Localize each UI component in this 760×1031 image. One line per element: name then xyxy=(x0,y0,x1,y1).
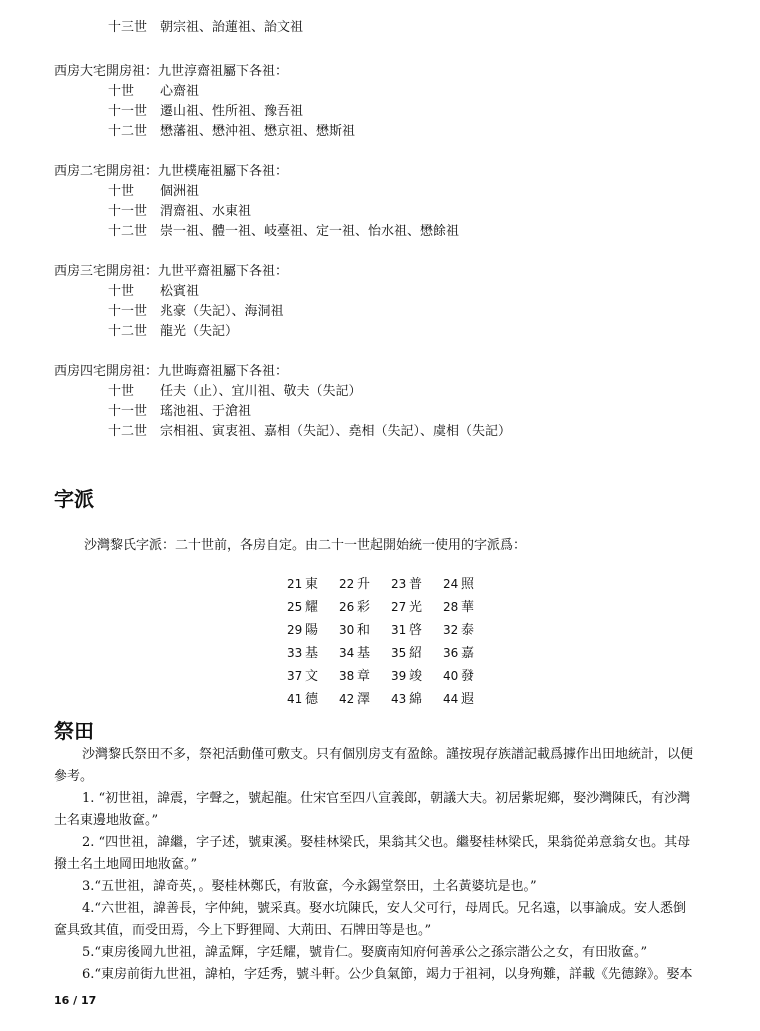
zipai-character: 光 xyxy=(409,600,423,615)
zipai-item xyxy=(287,619,339,641)
zipai-character: 和 xyxy=(357,623,371,638)
zipai-item xyxy=(391,665,443,687)
generation-row xyxy=(108,382,362,402)
zipai-item xyxy=(391,619,443,641)
paragraph-line: 4.“六世祖，諱善長，字仲純，號采真。娶水坑陳氏，安人父可行，母周氏。兄名遠，以事論成。安人悉倒 xyxy=(82,901,687,916)
zipai-character: 文 xyxy=(305,669,319,684)
zipai-character: 澤 xyxy=(357,692,371,707)
generation-label: 十一世 xyxy=(108,404,148,419)
zipai-number: 25 xyxy=(287,600,303,614)
branch-heading: 西房二宅開房祖：九世樸庵祖屬下各祖： xyxy=(54,164,289,179)
zipai-number: 38 xyxy=(339,669,355,683)
zipai-number: 21 xyxy=(287,577,303,591)
zipai-character: 德 xyxy=(305,692,319,707)
zipai-number: 26 xyxy=(339,600,355,614)
zipai-character: 竣 xyxy=(409,669,423,684)
zipai-number: 32 xyxy=(443,623,459,637)
zipai-character: 啓 xyxy=(409,623,423,638)
generation-label: 十二世 xyxy=(108,424,148,439)
ancestor-names: 龍光（失記） xyxy=(160,324,239,339)
paragraph xyxy=(54,876,714,898)
section-title-zipai: 字派 xyxy=(54,487,94,511)
ancestor-names: 宗相祖、寅衷祖、嘉相（失記）、堯相（失記）、虞相（失記） xyxy=(160,424,512,439)
ancestor-names: 朝宗祖、詒蓮祖、詒文祖 xyxy=(160,20,304,35)
generation-label: 十二世 xyxy=(108,324,148,339)
generation-label: 十一世 xyxy=(108,104,148,119)
paragraph-line: 沙灣黎氏祭田不多，祭祀活動僅可敷支。只有個別房支有盈餘。謹按現存族譜記載爲據作出田地統計，以便 xyxy=(82,747,694,762)
page-number: 16 / 17 xyxy=(54,994,97,1007)
branch-heading: 西房三宅開房祖：九世平齋祖屬下各祖： xyxy=(54,264,289,279)
zipai-item xyxy=(443,596,495,618)
zipai-item xyxy=(443,688,495,710)
zipai-character: 陽 xyxy=(305,623,319,638)
branch-heading: 西房四宅開房祖：九世晦齋祖屬下各祖： xyxy=(54,364,289,379)
zipai-item xyxy=(287,665,339,687)
zipai-character: 華 xyxy=(461,600,475,615)
paragraph-line: 撥土名土地岡田地妝奩。” xyxy=(54,857,198,872)
zipai-item xyxy=(443,573,495,595)
zipai-number: 41 xyxy=(287,692,303,706)
zipai-item xyxy=(339,619,391,641)
zipai-number: 40 xyxy=(443,669,459,683)
generation-row xyxy=(108,222,459,242)
zipai-character: 遐 xyxy=(461,692,475,707)
zipai-number: 29 xyxy=(287,623,303,637)
zipai-character: 普 xyxy=(409,577,423,592)
zipai-number: 30 xyxy=(339,623,355,637)
ancestor-names: 任夫（止）、宜川祖、敬夫（失記） xyxy=(160,384,362,399)
zipai-number: 28 xyxy=(443,600,459,614)
generation-row xyxy=(108,202,251,222)
zipai-item xyxy=(339,688,391,710)
ancestor-names: 個洲祖 xyxy=(160,184,200,199)
paragraph-line: 3.“五世祖，諱奇英，。娶桂林鄭氏，有妝奩，今永錫堂祭田，土名黃婆坑是也。” xyxy=(82,879,537,894)
zipai-character: 基 xyxy=(305,646,319,661)
zipai-character: 耀 xyxy=(305,600,319,615)
zipai-item xyxy=(339,642,391,664)
generation-row xyxy=(108,82,199,102)
generation-label: 十三世 xyxy=(108,20,148,35)
zipai-character: 章 xyxy=(357,669,371,684)
zipai-character: 發 xyxy=(461,669,475,684)
ancestor-names: 瑤池祖、于滄祖 xyxy=(160,404,252,419)
generation-row xyxy=(108,102,303,122)
generation-row xyxy=(108,122,355,142)
zipai-character: 基 xyxy=(357,646,371,661)
generation-label: 十世 xyxy=(108,284,135,299)
zipai-number: 43 xyxy=(391,692,407,706)
zipai-item xyxy=(287,596,339,618)
paragraph xyxy=(54,832,714,876)
zipai-item xyxy=(287,688,339,710)
ancestor-names: 兆豪（失記）、海洞祖 xyxy=(160,304,284,319)
paragraph-line: 土名東邊地妝奩。” xyxy=(54,813,159,828)
zipai-number: 23 xyxy=(391,577,407,591)
generation-row xyxy=(108,182,199,202)
generation-label: 十世 xyxy=(108,184,135,199)
zipai-character: 東 xyxy=(305,577,319,592)
zipai-number: 35 xyxy=(391,646,407,660)
paragraph xyxy=(54,744,714,788)
generation-row xyxy=(108,422,511,442)
ancestor-names: 渭齋祖、水東祖 xyxy=(160,204,252,219)
paragraph-line: 2. “四世祖，諱繼，字子述，號東溪。娶桂林梁氏，果翁其父也。繼娶桂林梁氏，果翁從弟意翁女也。其母 xyxy=(82,835,691,850)
zipai-number: 24 xyxy=(443,577,459,591)
zipai-item xyxy=(391,596,443,618)
zipai-item xyxy=(443,665,495,687)
zipai-character: 嘉 xyxy=(461,646,475,661)
zipai-item xyxy=(339,573,391,595)
ancestor-names: 崇一祖、體一祖、岐臺祖、定一祖、怡水祖、懋餘祖 xyxy=(160,224,460,239)
ancestor-names: 遷山祖、性所祖、豫吾祖 xyxy=(160,104,304,119)
paragraph xyxy=(54,964,714,986)
ancestor-names: 懋藩祖、懋沖祖、懋京祖、懋斯祖 xyxy=(160,124,356,139)
zipai-number: 42 xyxy=(339,692,355,706)
paragraph-line: 5.“東房後岡九世祖，諱孟輝，字廷耀，號肯仁。娶廣南知府何善承公之孫宗諧公之女，有田妝奩。” xyxy=(82,945,648,960)
generation-label: 十世 xyxy=(108,84,135,99)
zipai-item xyxy=(443,642,495,664)
zipai-item xyxy=(287,642,339,664)
ancestor-names: 心齋祖 xyxy=(160,84,200,99)
zipai-number: 37 xyxy=(287,669,303,683)
zipai-number: 22 xyxy=(339,577,355,591)
zipai-number: 34 xyxy=(339,646,355,660)
zipai-character: 照 xyxy=(461,577,475,592)
paragraph-line: 6.“東房前街九世祖，諱柏，字廷秀，號斗軒。公少負氣節，竭力于祖祠，以身殉難，詳載《先德錄》。娶本 xyxy=(82,967,693,982)
zipai-number: 27 xyxy=(391,600,407,614)
section-title-jitian: 祭田 xyxy=(54,719,94,743)
zipai-character: 綿 xyxy=(409,692,423,707)
generation-row xyxy=(108,282,199,302)
branch-heading: 西房大宅開房祖：九世淳齋祖屬下各祖： xyxy=(54,64,289,79)
generation-label: 十二世 xyxy=(108,124,148,139)
zipai-character: 泰 xyxy=(461,623,475,638)
zipai-intro: 沙灣黎氏字派：二十世前，各房自定。由二十一世起開始統一使用的字派爲： xyxy=(84,538,527,553)
zipai-item xyxy=(391,573,443,595)
zipai-number: 33 xyxy=(287,646,303,660)
zipai-item xyxy=(339,596,391,618)
paragraph-line: 奩具致其值，而受田焉，今上下野狸岡、大荊田、石牌田等是也。” xyxy=(54,923,432,938)
generation-row xyxy=(108,322,238,342)
generation-row xyxy=(108,402,251,422)
paragraph xyxy=(54,942,714,964)
ancestor-names: 松賓祖 xyxy=(160,284,200,299)
generation-label: 十二世 xyxy=(108,224,148,239)
paragraph-line: 1. “初世祖，諱震，字聲之，號起龍。仕宋官至四八宣義郎，朝議大夫。初居紫坭鄉，娶沙灣陳氏，有沙灣 xyxy=(82,791,691,806)
generation-row xyxy=(108,18,303,38)
zipai-number: 31 xyxy=(391,623,407,637)
paragraph-line: 參考。 xyxy=(54,769,94,784)
zipai-item xyxy=(391,688,443,710)
zipai-item xyxy=(443,619,495,641)
zipai-number: 44 xyxy=(443,692,459,706)
zipai-item xyxy=(287,573,339,595)
zipai-character: 升 xyxy=(357,577,371,592)
zipai-character: 紹 xyxy=(409,646,423,661)
paragraph xyxy=(54,788,714,832)
paragraph xyxy=(54,898,714,942)
jitian-body xyxy=(54,744,714,986)
generation-label: 十世 xyxy=(108,384,135,399)
zipai-number: 36 xyxy=(443,646,459,660)
zipai-item xyxy=(391,642,443,664)
zipai-number: 39 xyxy=(391,669,407,683)
generation-label: 十一世 xyxy=(108,304,148,319)
generation-row xyxy=(108,302,284,322)
zipai-item xyxy=(339,665,391,687)
zipai-character: 彩 xyxy=(357,600,371,615)
generation-label: 十一世 xyxy=(108,204,148,219)
zipai-grid xyxy=(287,573,527,710)
